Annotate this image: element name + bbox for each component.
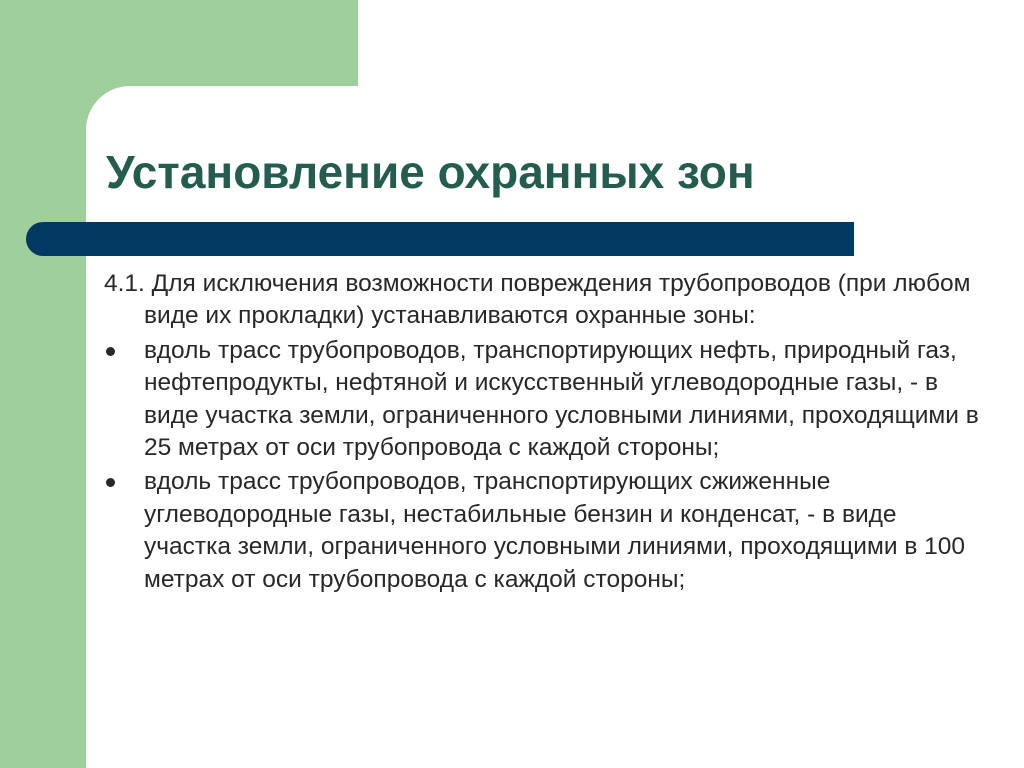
bullet-dot-icon xyxy=(106,478,115,487)
title-underline-bar xyxy=(26,222,854,256)
list-item-text: вдоль трасс трубопроводов, транспортирующих нефть, природный газ, нефтепродукты, нефтяной и искусственный углеводородные газы, - в виде участка земли, ограниченного условными линиями, проходящими в 25 метрах от оси трубопровода с каждой стороны; xyxy=(144,336,979,462)
bullet-dot-icon xyxy=(106,347,115,356)
list-item xyxy=(104,466,984,596)
bullet-list xyxy=(104,335,984,596)
list-item-text: вдоль трасс трубопроводов, транспортирующих сжиженные углеводородные газы, нестабильные бензин и конденсат, - в виде участка земли, ограниченного условными линиями, проходящими в 100 метрах от оси трубопровода с каждой стороны; xyxy=(144,468,966,593)
slide-title: Установление охранных зон xyxy=(106,146,755,198)
list-item xyxy=(104,335,984,465)
intro-paragraph: 4.1. Для исключения возможности повреждения трубопроводов (при любом виде их прокладки) устанавливаются охранные зоны: xyxy=(104,270,971,330)
slide-body xyxy=(104,268,984,596)
